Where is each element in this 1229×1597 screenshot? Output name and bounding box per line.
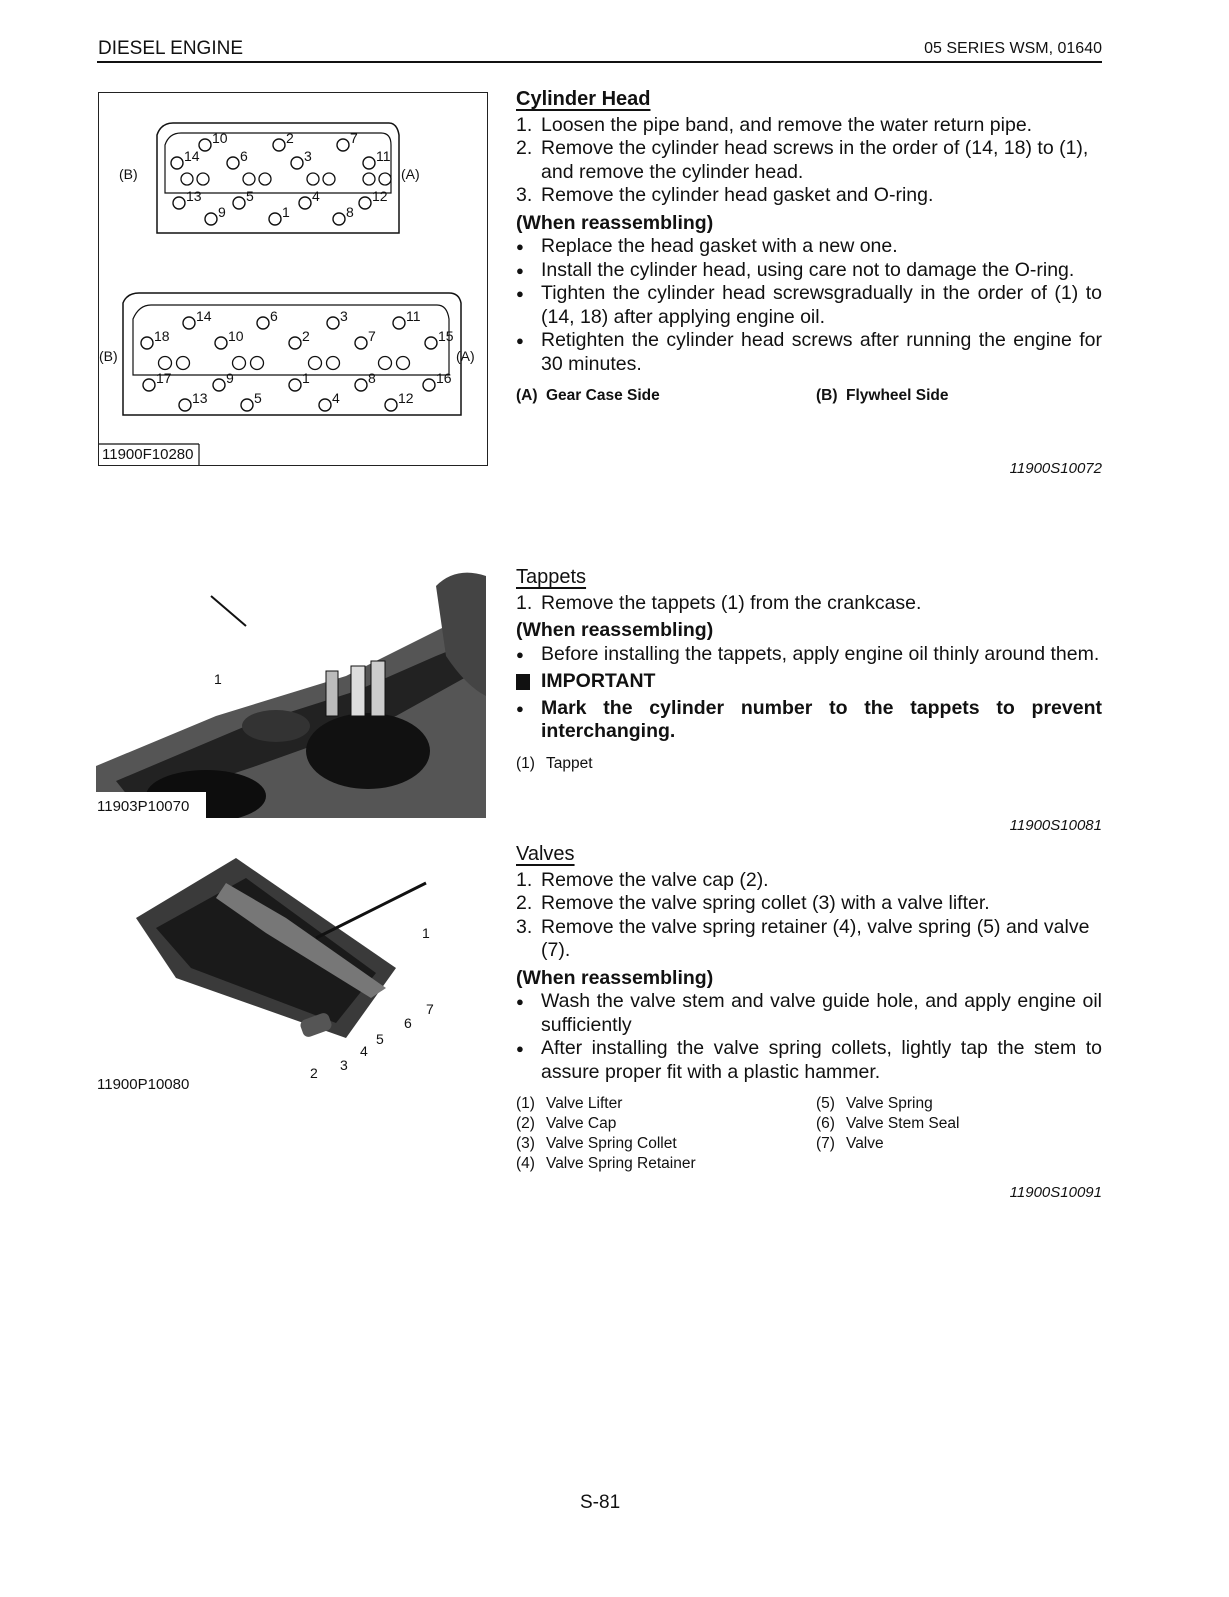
bolt-number: 11 — [376, 148, 391, 164]
valve-seat — [197, 173, 209, 185]
tappets-photo — [96, 566, 486, 818]
photo1-callout: 1 — [214, 671, 222, 687]
bolt-circle — [359, 197, 371, 209]
label-gear-case-side-upper: (A) — [401, 166, 420, 182]
valve-seat — [177, 357, 190, 370]
photo1-code: 11903P10070 — [97, 798, 190, 815]
step: 1. Loosen the pipe band, and remove the water return pipe. — [516, 113, 1033, 136]
section-title: Cylinder Head — [516, 88, 651, 110]
bolt-number: 18 — [154, 328, 170, 344]
bolt-circle — [143, 379, 155, 391]
step: 1. Remove the tappets (1) from the crankcase. — [516, 591, 922, 614]
bolt-circle — [327, 317, 339, 329]
bolt-number: 11 — [406, 308, 421, 324]
bolt-number: 4 — [332, 390, 340, 406]
bolt-number: 17 — [156, 370, 172, 386]
valve-seat — [363, 173, 375, 185]
photo2-callout-5: 5 — [376, 1031, 384, 1047]
bolt-circle — [257, 317, 269, 329]
valve-seat — [181, 173, 193, 185]
label-flywheel-side-lower: (B) — [99, 348, 118, 364]
bolt-number: 8 — [346, 204, 354, 220]
bullet: ● Install the cylinder head, using care not to damage the O-ring. — [516, 258, 1075, 281]
valve-seat — [379, 173, 391, 185]
figure-code: 11900F10280 — [102, 446, 194, 463]
bolt-number: 6 — [240, 148, 248, 164]
header-title: DIESEL ENGINE — [98, 38, 244, 59]
step: 2. Remove the cylinder head screws in the order of (14, 18) to (1), and remove the cylinder head. — [516, 137, 1089, 183]
section-code: 11900S10072 — [1009, 460, 1102, 477]
bolt-circle — [183, 317, 195, 329]
bolt-circle — [205, 213, 217, 225]
header-rule — [97, 61, 1102, 63]
bolt-circle — [289, 337, 301, 349]
photo2-callout-6: 6 — [404, 1015, 412, 1031]
photo2-callout-4: 4 — [360, 1043, 368, 1059]
valve-seat — [243, 173, 255, 185]
bolt-circle — [423, 379, 435, 391]
bolt-number: 14 — [196, 308, 212, 324]
valve-seat — [159, 357, 172, 370]
label-gear-case-side-lower: (A) — [456, 348, 475, 364]
bolt-circle — [269, 213, 281, 225]
bolt-number: 3 — [340, 308, 348, 324]
bolt-circle — [179, 399, 191, 411]
bolt-circle — [171, 157, 183, 169]
bolt-number: 10 — [228, 328, 244, 344]
bolt-circle — [319, 399, 331, 411]
step: 3. Remove the cylinder head gasket and O-ring. — [516, 184, 934, 206]
bolt-number: 5 — [246, 188, 254, 204]
legend: (1) Valve Lifter (2) Valve Cap (3) Valve Spring Collet (4) Valve Spring Retainer (5) Valve Spring (6) Valve Stem Seal (7) Valve — [516, 1095, 960, 1172]
bolt-number: 9 — [218, 204, 226, 220]
important-heading: IMPORTANT — [516, 670, 1102, 697]
bolt-circle — [227, 157, 239, 169]
step: 3. Remove the valve spring retainer (4), valve spring (5) and valve (7). — [516, 915, 1090, 961]
reassembly-heading: (When reassembling) — [516, 966, 714, 989]
bolt-circle — [337, 139, 349, 151]
bolt-number: 7 — [368, 328, 376, 344]
bolt-circle — [333, 213, 345, 225]
valve-seat — [251, 357, 264, 370]
bolt-number: 4 — [312, 188, 320, 204]
bolt-number: 14 — [184, 148, 200, 164]
bolt-number: 8 — [368, 370, 376, 386]
section-title: Tappets — [516, 566, 587, 588]
bolt-circle — [141, 337, 153, 349]
bolt-circle — [385, 399, 397, 411]
bolt-circle — [173, 197, 185, 209]
upper-bolt-layout — [171, 130, 391, 225]
bolt-number: 10 — [212, 130, 228, 146]
valve-seat — [323, 173, 335, 185]
bolt-number: 13 — [192, 390, 208, 406]
bolt-circle — [273, 139, 285, 151]
bolt-number: 12 — [372, 188, 388, 204]
bolt-circle — [291, 157, 303, 169]
bolt-circle — [355, 379, 367, 391]
bolt-number: 1 — [302, 370, 310, 386]
bullet: ● Before installing the tappets, apply engine oil thinly around them. — [516, 642, 1100, 665]
bolt-circle — [299, 197, 311, 209]
valve-seat — [307, 173, 319, 185]
bolt-number: 6 — [270, 308, 278, 324]
photo2-callout-7: 7 — [426, 1001, 434, 1017]
section-title: Valves — [516, 843, 575, 865]
label-flywheel-side-upper: (B) — [119, 166, 138, 182]
bolt-circle — [213, 379, 225, 391]
bolt-circle — [393, 317, 405, 329]
bolt-number: 2 — [286, 130, 294, 146]
bolt-circle — [199, 139, 211, 151]
legend: (1) Tappet — [516, 754, 593, 772]
cylinder-head-diagram — [98, 92, 488, 466]
bolt-number: 3 — [304, 148, 312, 164]
section-code: 11900S10081 — [1009, 817, 1102, 834]
reassembly-heading: (When reassembling) — [516, 619, 714, 641]
bolt-circle — [215, 337, 227, 349]
bullet: ● After installing the valve spring collets, lightly tap the stem to assure proper fit with a plastic hammer. — [516, 1037, 1102, 1083]
bullet: ● Replace the head gasket with a new one. — [516, 235, 898, 257]
valves-photo — [96, 838, 486, 1098]
valve-seat — [379, 357, 392, 370]
photo2-callout-3: 3 — [340, 1057, 348, 1073]
valve-seat — [233, 357, 246, 370]
section-tappets — [516, 566, 1102, 774]
bolt-number: 13 — [186, 188, 202, 204]
valve-seat — [327, 357, 340, 370]
important-square-icon — [516, 674, 530, 690]
important-bullet: ● Mark the cylinder number to the tappets to prevent interchanging. — [516, 696, 1102, 742]
section-valves — [516, 843, 1102, 1174]
bolt-number: 7 — [350, 130, 358, 146]
bolt-circle — [425, 337, 437, 349]
bolt-circle — [355, 337, 367, 349]
section-code: 11900S10091 — [1009, 1184, 1102, 1201]
reassembly-heading: (When reassembling) — [516, 211, 714, 234]
bolt-circle — [233, 197, 245, 209]
step: 1. Remove the valve cap (2). — [516, 868, 769, 891]
bullet: ● Tighten the cylinder head screwsgradually in the order of (1) to (14, 18) after applying engine oil. — [516, 282, 1102, 328]
photo2-callout-2: 2 — [310, 1065, 318, 1081]
bullet: ● Wash the valve stem and valve guide hole, and apply engine oil sufficiently — [516, 990, 1102, 1036]
bolt-number: 12 — [398, 390, 414, 406]
valve-seat — [259, 173, 271, 185]
legend: (A) Gear Case Side (B) Flywheel Side — [516, 387, 949, 404]
valve-seat — [397, 357, 410, 370]
page-number: S-81 — [580, 1492, 621, 1513]
step: 2. Remove the valve spring collet (3) with a valve lifter. — [516, 892, 990, 914]
bolt-number: 9 — [226, 370, 234, 386]
bolt-circle — [241, 399, 253, 411]
bolt-number: 15 — [438, 328, 454, 344]
header-manual-code: 05 SERIES WSM, 01640 — [924, 40, 1102, 57]
bolt-number: 1 — [282, 204, 290, 220]
photo2-code: 11900P10080 — [97, 1076, 190, 1093]
bullet: ● Retighten the cylinder head screws after running the engine for 30 minutes. — [516, 329, 1102, 375]
bolt-circle — [289, 379, 301, 391]
bolt-number: 16 — [436, 370, 452, 386]
bolt-number: 2 — [302, 328, 310, 344]
valve-seat — [309, 357, 322, 370]
bolt-number: 5 — [254, 390, 262, 406]
section-cylinder-head — [516, 88, 1102, 406]
photo2-callout-1: 1 — [422, 925, 430, 941]
lower-bolt-layout — [141, 308, 454, 411]
bolt-circle — [363, 157, 375, 169]
